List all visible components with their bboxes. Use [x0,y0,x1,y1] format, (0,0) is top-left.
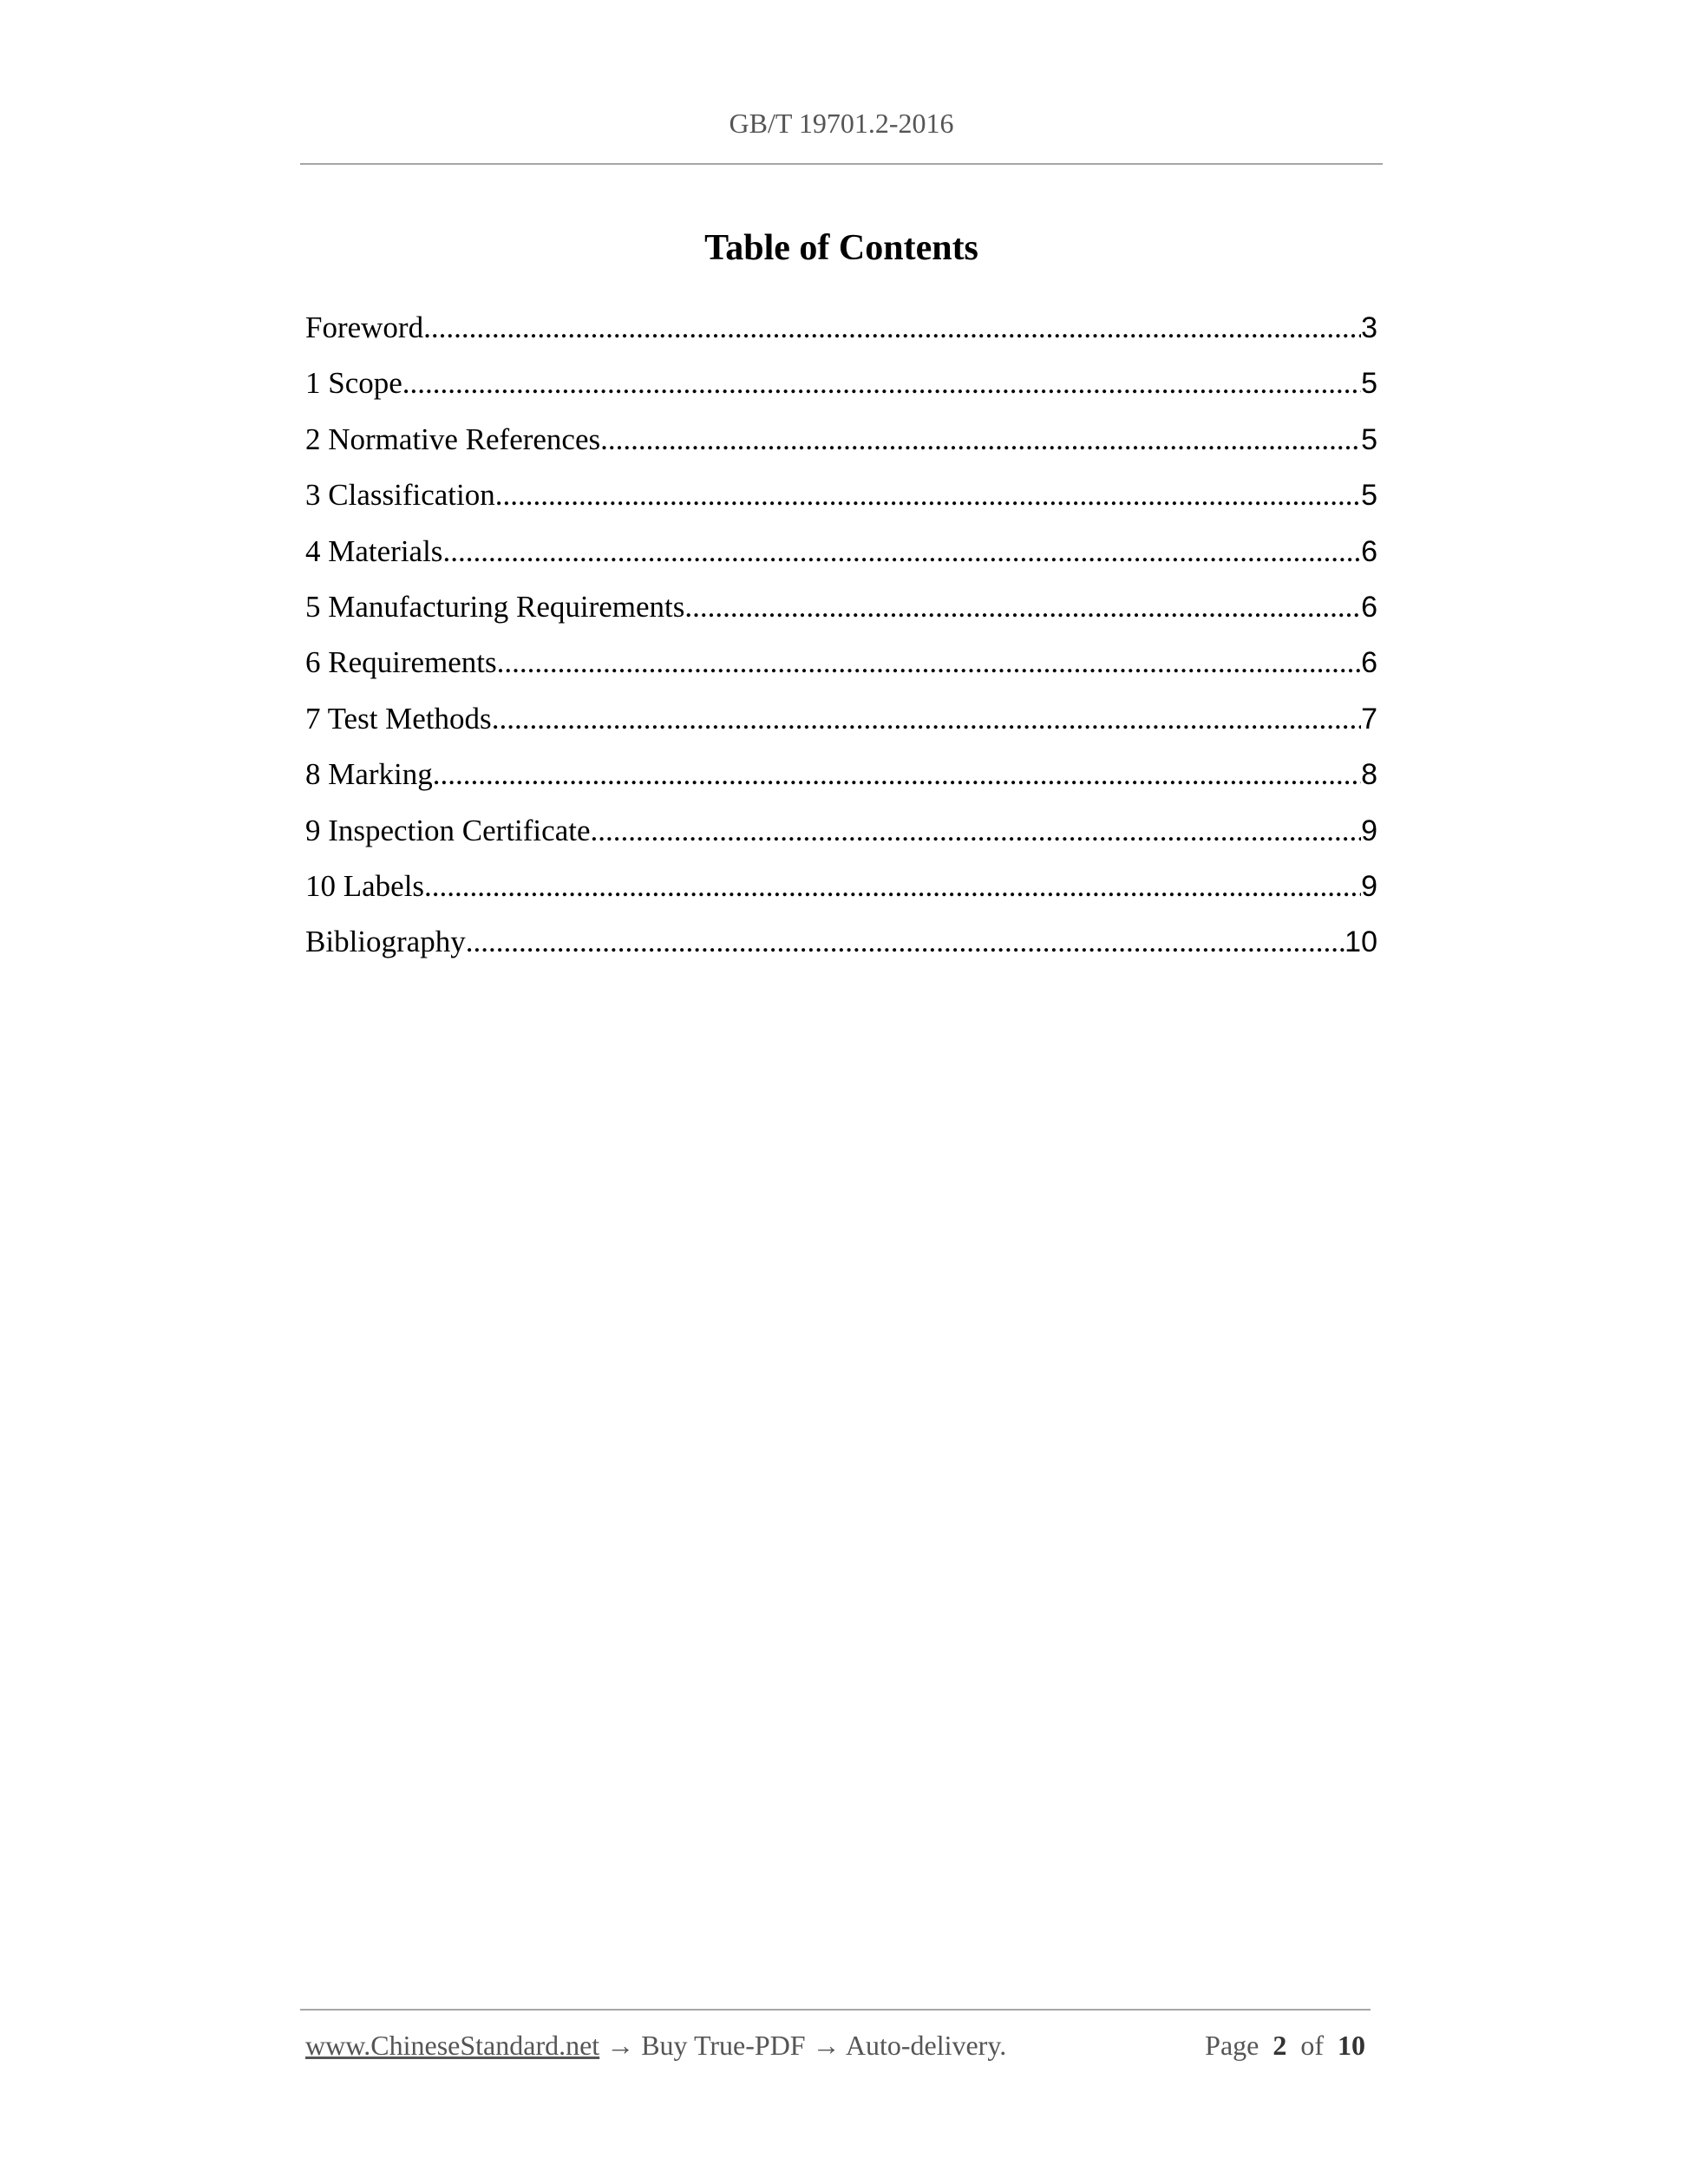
header-divider [300,163,1383,165]
running-header: GB/T 19701.2-2016 [729,108,954,139]
toc-entry-page: 6 [1361,534,1377,568]
buy-true-pdf-text: Buy True-PDF [641,2030,806,2061]
site-link[interactable]: www.ChineseStandard.net [305,2030,600,2061]
toc-entry-label: 1 Scope [305,366,402,401]
toc-entry-classification[interactable] [305,473,1377,528]
toc-entry-page: 9 [1361,814,1377,847]
toc-entry-page: 3 [1361,311,1377,344]
toc-dot-leader [684,585,1361,630]
arrow-right-icon: → [812,2030,841,2061]
toc-entry-label: 6 Requirements [305,645,497,680]
current-page-number: 2 [1273,2030,1287,2061]
toc-entry-label: 9 Inspection Certificate [305,813,591,847]
toc-entry-page: 8 [1361,758,1377,792]
of-word: of [1300,2030,1324,2061]
toc-dot-leader [492,696,1361,742]
toc-entry-label: 5 Manufacturing Requirements [305,589,685,624]
toc-dot-leader [423,305,1361,350]
toc-entry-page: 5 [1361,367,1377,401]
toc-entry-page: 6 [1361,590,1377,624]
page-number [1205,2030,1365,2062]
toc-entry-manufacturing-requirements[interactable] [305,585,1377,640]
toc-dot-leader [433,752,1361,797]
toc-list [305,305,1377,976]
toc-entry-materials[interactable] [305,529,1377,585]
page-word: Page [1205,2030,1259,2061]
toc-dot-leader [402,361,1361,406]
toc-dot-leader [495,473,1361,518]
toc-entry-page: 7 [1361,702,1377,736]
toc-entry-label: 3 Classification [305,478,495,513]
toc-entry-inspection-certificate[interactable] [305,808,1377,864]
toc-dot-leader [590,808,1361,853]
footer-divider [300,2009,1371,2011]
toc-entry-page: 6 [1361,646,1377,680]
toc-title: Table of Contents [704,228,978,268]
toc-dot-leader [466,919,1345,964]
toc-entry-scope[interactable] [305,361,1377,416]
toc-entry-page: 5 [1361,479,1377,513]
toc-dot-leader [442,529,1361,574]
toc-entry-foreword[interactable] [305,305,1377,361]
toc-entry-label: Bibliography [305,925,466,959]
toc-dot-leader [497,640,1361,685]
toc-entry-page: 9 [1361,869,1377,903]
toc-entry-test-methods[interactable] [305,696,1377,752]
toc-dot-leader [424,864,1361,909]
toc-entry-page: 10 [1345,925,1377,959]
footer-promo [305,2030,1006,2062]
auto-delivery-text: Auto-delivery. [845,2030,1007,2061]
toc-entry-label: 8 Marking [305,757,433,792]
toc-entry-label: 4 Materials [305,533,443,568]
toc-entry-label: 7 Test Methods [305,701,492,736]
toc-entry-labels[interactable] [305,864,1377,919]
toc-dot-leader [600,417,1361,462]
toc-entry-requirements[interactable] [305,640,1377,696]
arrow-right-icon: → [606,2030,635,2061]
toc-entry-page: 5 [1361,422,1377,456]
toc-entry-bibliography[interactable] [305,919,1377,975]
toc-entry-normative-references[interactable] [305,417,1377,473]
toc-entry-label: 2 Normative References [305,422,601,456]
total-pages-number: 10 [1338,2030,1365,2061]
toc-entry-marking[interactable] [305,752,1377,808]
toc-entry-label: Foreword [305,311,424,344]
toc-entry-label: 10 Labels [305,868,425,903]
